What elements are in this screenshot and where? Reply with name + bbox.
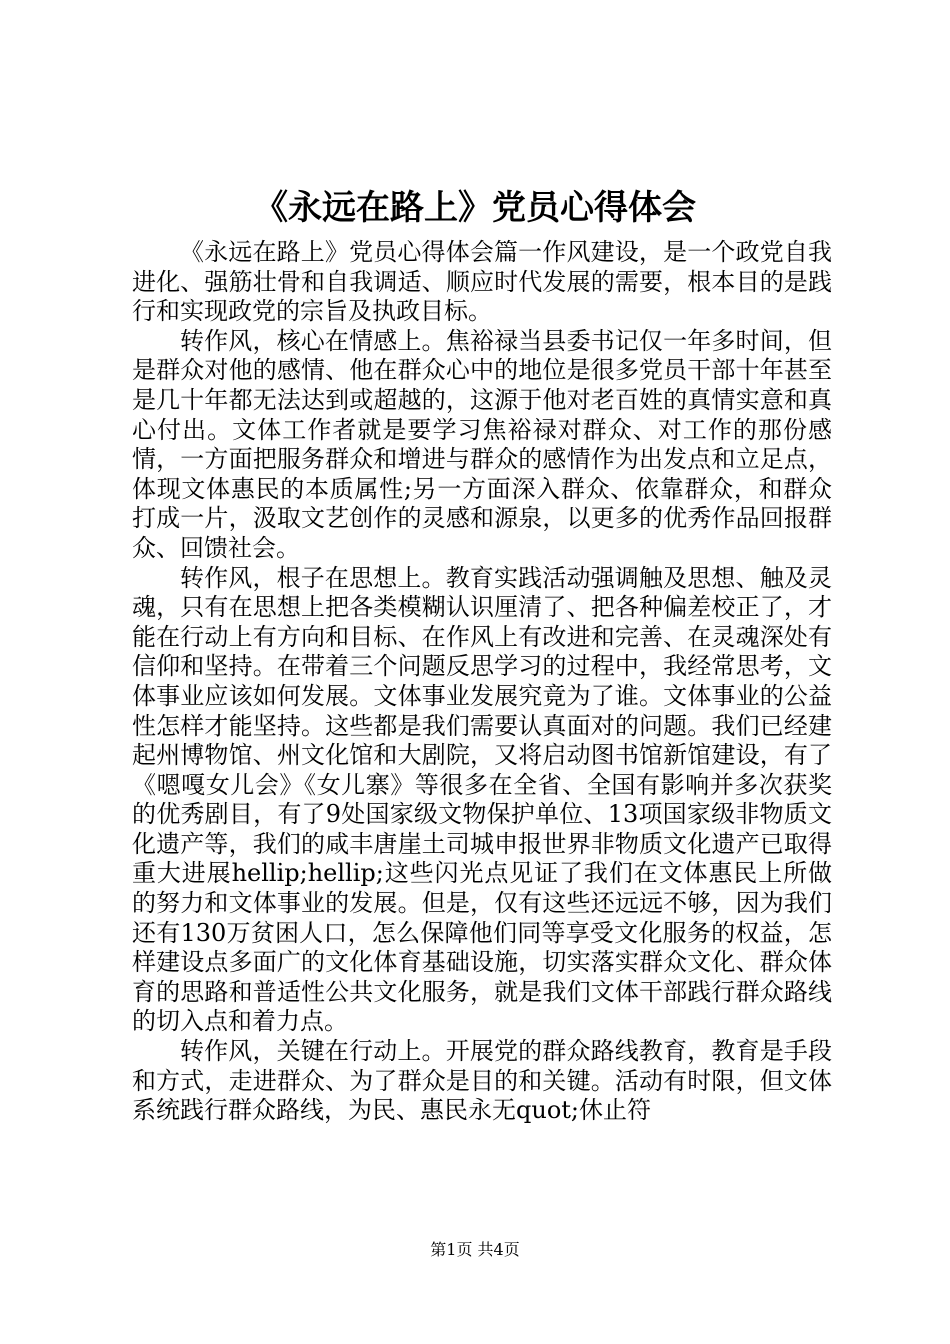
paragraph: 转作风，核心在情感上。焦裕禄当县委书记仅一年多时间，但是群众对他的感情、他在群众心中的地位是很多党员干部十年甚至是几十年都无法达到或超越的，这源于他对老百姓的真情实意和真心付出。文体工作者就是要学习焦裕禄对群众、对工作的那份感情，一方面把服务群众和增进与群众的感情作为出发点和立足点，体现文体惠民的本质属性;另一方面深入群众、依靠群众，和群众打成一片，汲取文艺创作的灵感和源泉，以更多的优秀作品回报群众、回馈社会。: [132, 326, 832, 562]
paragraph: 《永远在路上》党员心得体会篇一作风建设，是一个政党自我进化、强筋壮骨和自我调适、顺应时代发展的需要，根本目的是践行和实现政党的宗旨及执政目标。: [132, 238, 832, 326]
paragraph: 转作风，关键在行动上。开展党的群众路线教育，教育是手段和方式，走进群众、为了群众是目的和关键。活动有时限，但文体系统践行群众路线，为民、惠民永无quot;休止符: [132, 1037, 832, 1125]
paragraph: 转作风，根子在思想上。教育实践活动强调触及思想、触及灵魂，只有在思想上把各类模糊认识厘清了、把各种偏差校正了，才能在行动上有方向和目标、在作风上有改进和完善、在灵魂深处有信仰和坚持。在带着三个问题反思学习的过程中，我经常思考，文体事业应该如何发展。文体事业发展究竟为了谁。文体事业的公益性怎样才能坚持。这些都是我们需要认真面对的问题。我们已经建起州博物馆、州文化馆和大剧院，又将启动图书馆新馆建设，有了《嗯嘎女儿会》《女儿寨》等很多在全省、全国有影响并多次获奖的优秀剧目，有了9处国家级文物保护单位、13项国家级非物质文化遗产等，我们的咸丰唐崖土司城申报世界非物质文化遗产已取得重大进展hellip;hellip;这些闪光点见证了我们在文体惠民上所做的努力和文体事业的发展。但是，仅有这些还远远不够，因为我们还有130万贫困人口，怎么保障他们同等享受文化服务的权益，怎样建设点多面广的文化体育基础设施，切实落实群众文化、群众体育的思路和普适性公共文化服务，就是我们文体干部践行群众路线的切入点和着力点。: [132, 563, 832, 1036]
document-title: 《永远在路上》党员心得体会: [254, 188, 696, 228]
page-footer: 第1页 共4页: [430, 1240, 520, 1259]
document-body: [132, 238, 832, 1188]
